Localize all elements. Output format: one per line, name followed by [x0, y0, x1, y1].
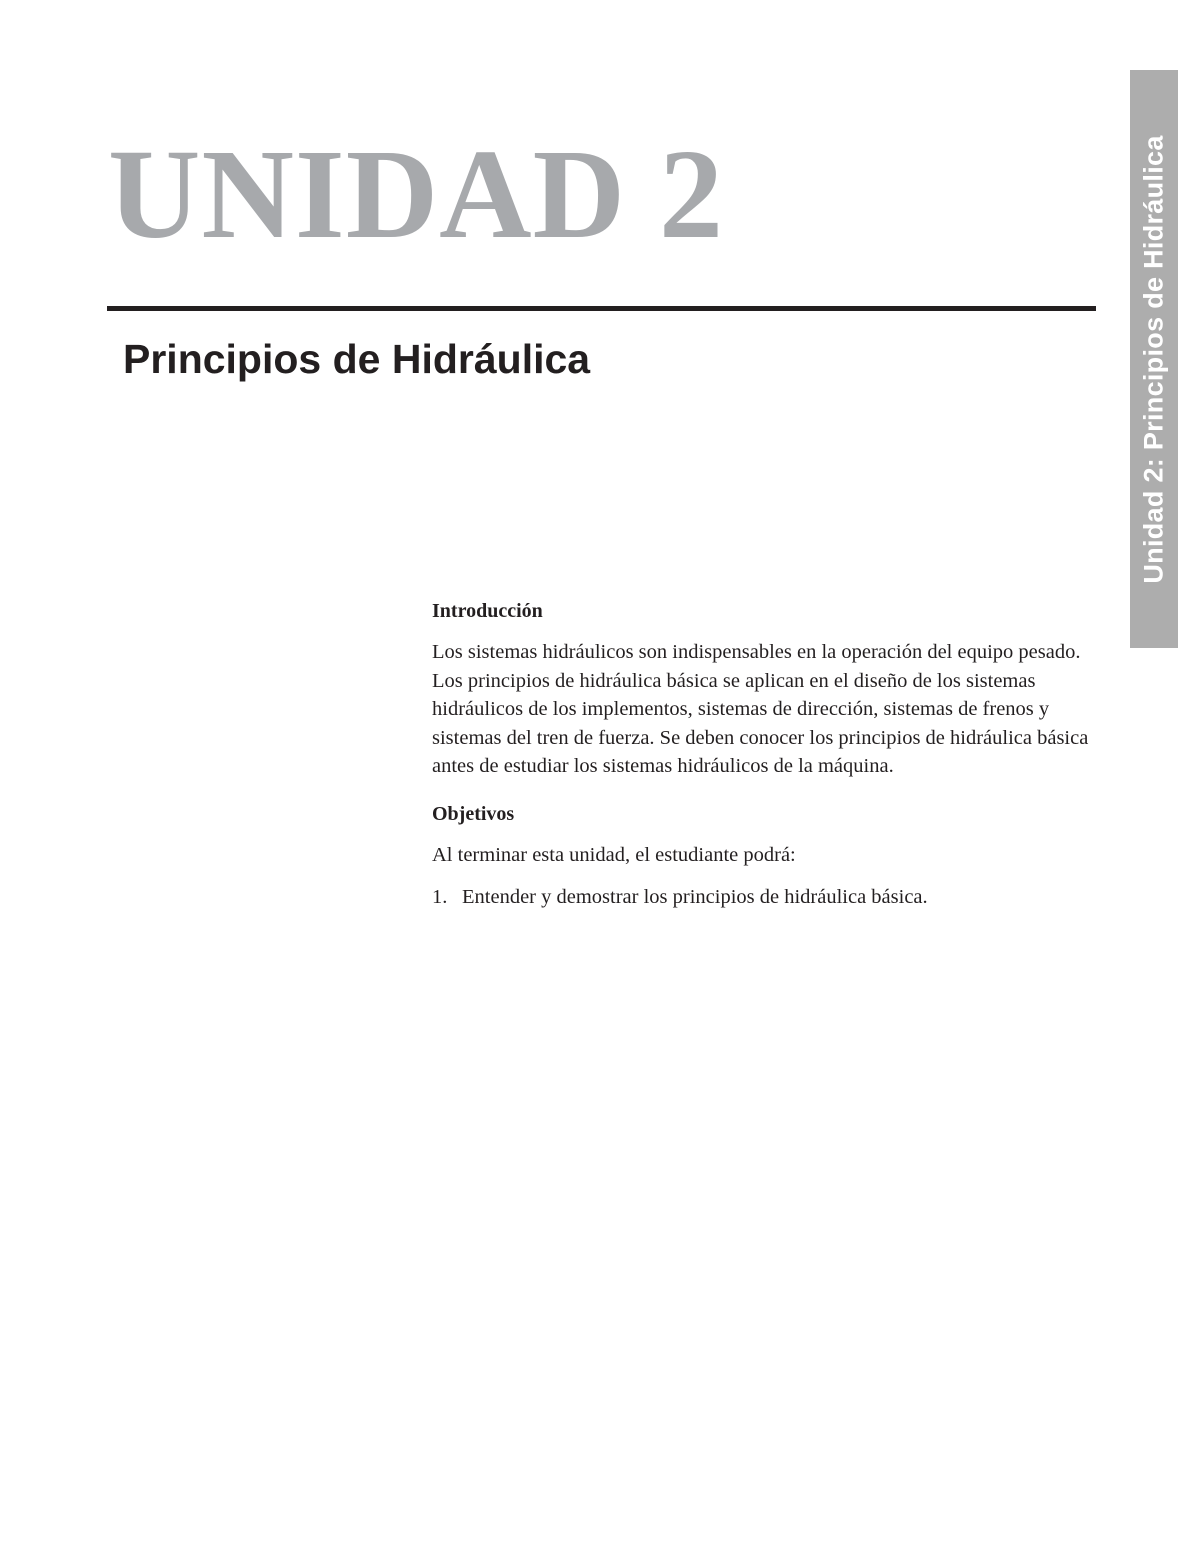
side-tab-label: Unidad 2: Principios de Hidráulica: [1138, 134, 1169, 584]
side-tab: [1130, 70, 1178, 648]
objective-number: 1.: [432, 886, 448, 908]
main-content: [432, 598, 1096, 912]
objective-text: Entender y demostrar los principios de hidráulica básica.: [462, 886, 928, 908]
objectives-heading: Objetivos: [432, 802, 515, 825]
chapter-title: Principios de Hidráulica: [123, 336, 591, 382]
unit-title: UNIDAD 2: [108, 123, 724, 265]
objective-item: [432, 883, 1096, 912]
objectives-intro: Al terminar esta unidad, el estudiante podrá:: [432, 843, 796, 866]
introduction-paragraph: Los sistemas hidráulicos son indispensables en la operación del equipo pesado. Los principios de hidráulica básica se aplican en el diseño de los sistemas hidráulicos de los implementos, sistemas de dirección, sistemas de frenos y sistemas del tren de fuerza. Se deben conocer los principios de hidráulica básica antes de estudiar los sistemas hidráulicos de la máquina.: [432, 641, 1089, 777]
title-divider: [107, 306, 1096, 311]
objectives-list: [432, 883, 1096, 912]
introduction-heading: Introducción: [432, 600, 543, 622]
